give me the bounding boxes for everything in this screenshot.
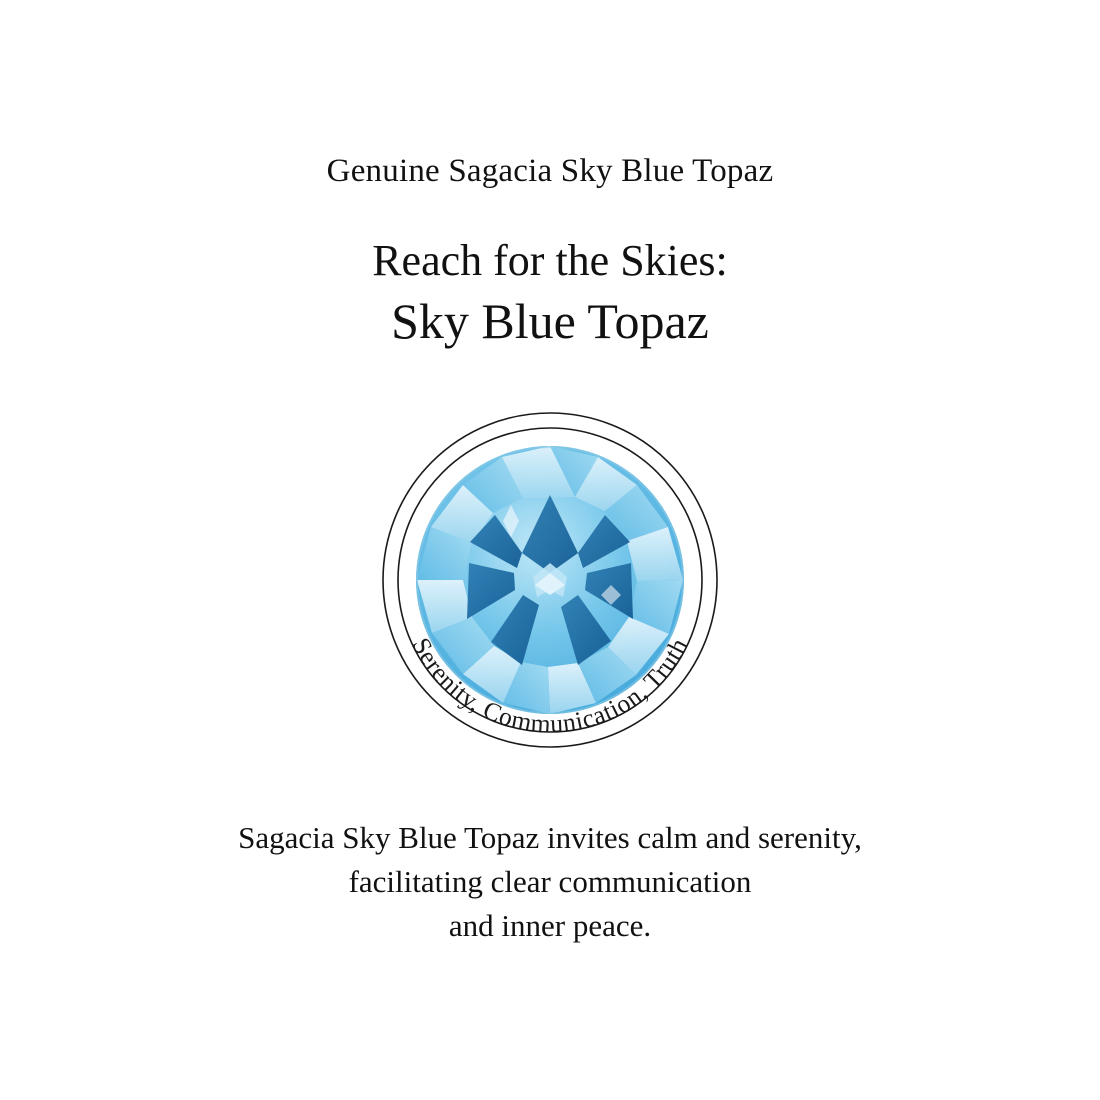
- page-title: [372, 234, 728, 353]
- page-title-line-1: Reach for the Skies:: [372, 235, 728, 285]
- emblem-arc-text: [406, 633, 693, 738]
- emblem-arc-textpath: Serenity, Communication, Truth: [406, 633, 694, 739]
- description-line-1: Sagacia Sky Blue Topaz invites calm and serenity,: [238, 820, 862, 856]
- description-line-2: facilitating clear communication: [348, 864, 752, 900]
- emblem-outer-ring: [383, 413, 717, 747]
- product-description: [238, 816, 862, 948]
- page-title-line-2: Sky Blue Topaz: [391, 293, 709, 350]
- description-line-3: and inner peace.: [448, 908, 652, 944]
- product-eyebrow-text: Genuine Sagacia Sky Blue Topaz: [326, 153, 774, 189]
- gemstone-emblem: [340, 370, 760, 790]
